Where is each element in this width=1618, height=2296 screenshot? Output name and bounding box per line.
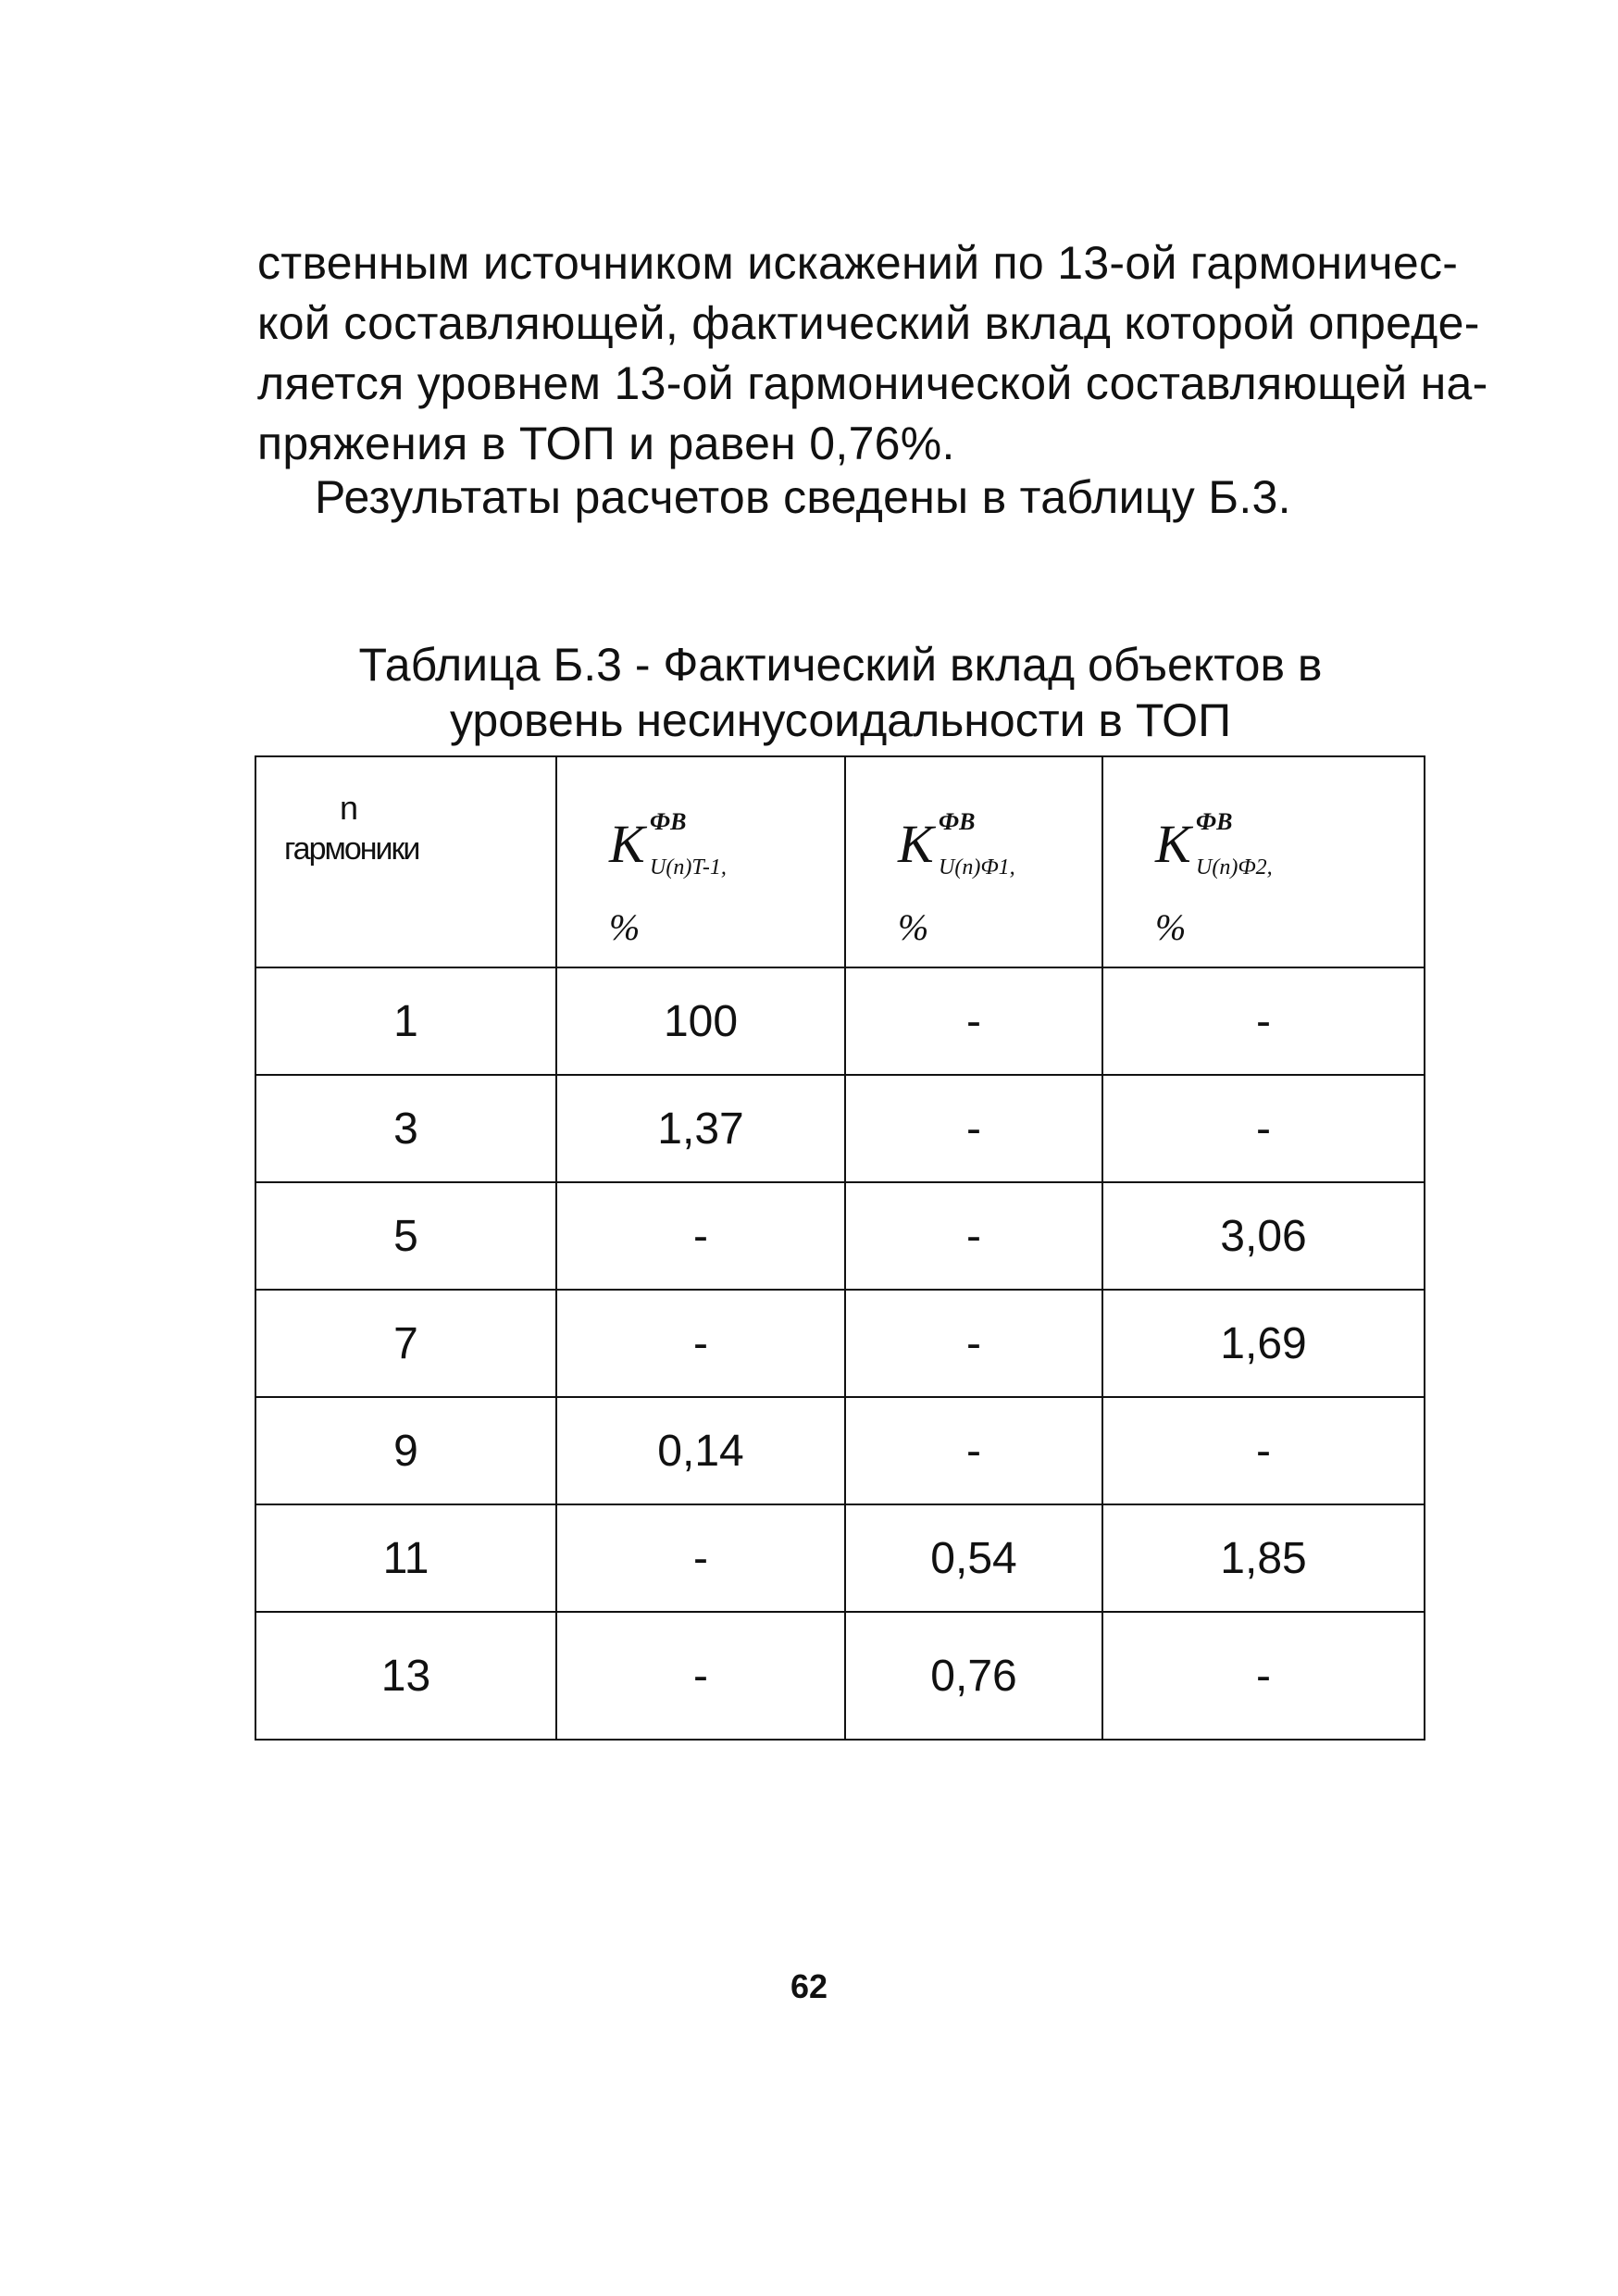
cell-t1: - [556, 1504, 845, 1612]
page-number: 62 [790, 1967, 828, 2005]
paragraph-line: ственным источником искажений по 13-ой гармоничес- [257, 237, 1459, 289]
header-cell-k-f2 [1102, 756, 1425, 967]
cell-t1: 1,37 [556, 1075, 845, 1182]
table-row [255, 967, 1425, 1075]
k-superscript: ФВ [939, 808, 976, 835]
header-cell-k-t1 [556, 756, 845, 967]
k-suffix: , [1009, 855, 1015, 880]
cell-n: 1 [255, 967, 556, 1075]
cell-f2: - [1102, 967, 1425, 1075]
header-cell-k-f1 [845, 756, 1102, 967]
k-superscript: ФВ [650, 808, 687, 835]
cell-n: 7 [255, 1290, 556, 1397]
cell-t1: - [556, 1182, 845, 1290]
cell-f1: - [845, 967, 1102, 1075]
k-unit: % [1155, 906, 1187, 948]
table-row [255, 1290, 1425, 1397]
cell-f1: - [845, 1397, 1102, 1504]
table-caption [257, 637, 1424, 748]
k-subscript-text: U(n)Ф2 [1196, 855, 1267, 880]
table-row [255, 1504, 1425, 1612]
cell-n: 13 [255, 1612, 556, 1740]
k-unit: % [609, 906, 641, 948]
k-suffix: , [1266, 855, 1273, 880]
k-subscript-text: U(n)Ф1 [939, 855, 1010, 880]
cell-f2: - [1102, 1397, 1425, 1504]
caption-line: Таблица Б.3 - Фактический вклад объектов в [358, 639, 1323, 691]
cell-f2: 3,06 [1102, 1182, 1425, 1290]
paragraph-line: кой составляющей, фактический вклад которой опреде- [257, 297, 1480, 349]
body-paragraph [257, 233, 1488, 474]
cell-f1: - [845, 1182, 1102, 1290]
cell-t1: - [556, 1612, 845, 1740]
cell-f1: - [845, 1075, 1102, 1182]
paragraph-line: Результаты расчетов сведены в таблицу Б.3. [315, 471, 1291, 523]
table-row [255, 1612, 1425, 1740]
k-subscript-text: U(n)T-1 [650, 855, 721, 880]
k-symbol: K [1155, 814, 1191, 874]
cell-t1: 0,14 [556, 1397, 845, 1504]
paragraph-line: пряжения в ТОП и равен 0,76%. [257, 418, 955, 469]
cell-n: 9 [255, 1397, 556, 1504]
cell-f1: 0,54 [845, 1504, 1102, 1612]
results-paragraph [315, 468, 1490, 528]
table-header-row [255, 756, 1425, 967]
cell-n: 3 [255, 1075, 556, 1182]
k-subscript [939, 855, 1015, 880]
cell-f2: - [1102, 1612, 1425, 1740]
harmonics-table [255, 755, 1425, 1741]
table-row [255, 1182, 1425, 1290]
paragraph-line: ляется уровнем 13-ой гармонической составляющей на- [257, 357, 1488, 409]
table-row [255, 1397, 1425, 1504]
k-subscript [650, 855, 727, 880]
cell-n: 5 [255, 1182, 556, 1290]
k-symbol: K [609, 814, 645, 874]
k-subscript [1196, 855, 1273, 880]
k-unit: % [898, 906, 929, 948]
cell-t1: - [556, 1290, 845, 1397]
k-suffix: , [720, 855, 727, 880]
k-symbol: K [898, 814, 934, 874]
cell-n: 11 [255, 1504, 556, 1612]
cell-f2: 1,69 [1102, 1290, 1425, 1397]
cell-f1: - [845, 1290, 1102, 1397]
k-superscript: ФВ [1196, 808, 1233, 835]
cell-t1: 100 [556, 967, 845, 1075]
table-row [255, 1075, 1425, 1182]
header-n-label: n [340, 789, 359, 827]
header-cell-n [255, 756, 556, 967]
cell-f1: 0,76 [845, 1612, 1102, 1740]
caption-line: уровень несинусоидальности в ТОП [449, 694, 1232, 746]
cell-f2: 1,85 [1102, 1504, 1425, 1612]
cell-f2: - [1102, 1075, 1425, 1182]
header-harmonics-label: гармоники [284, 831, 419, 867]
